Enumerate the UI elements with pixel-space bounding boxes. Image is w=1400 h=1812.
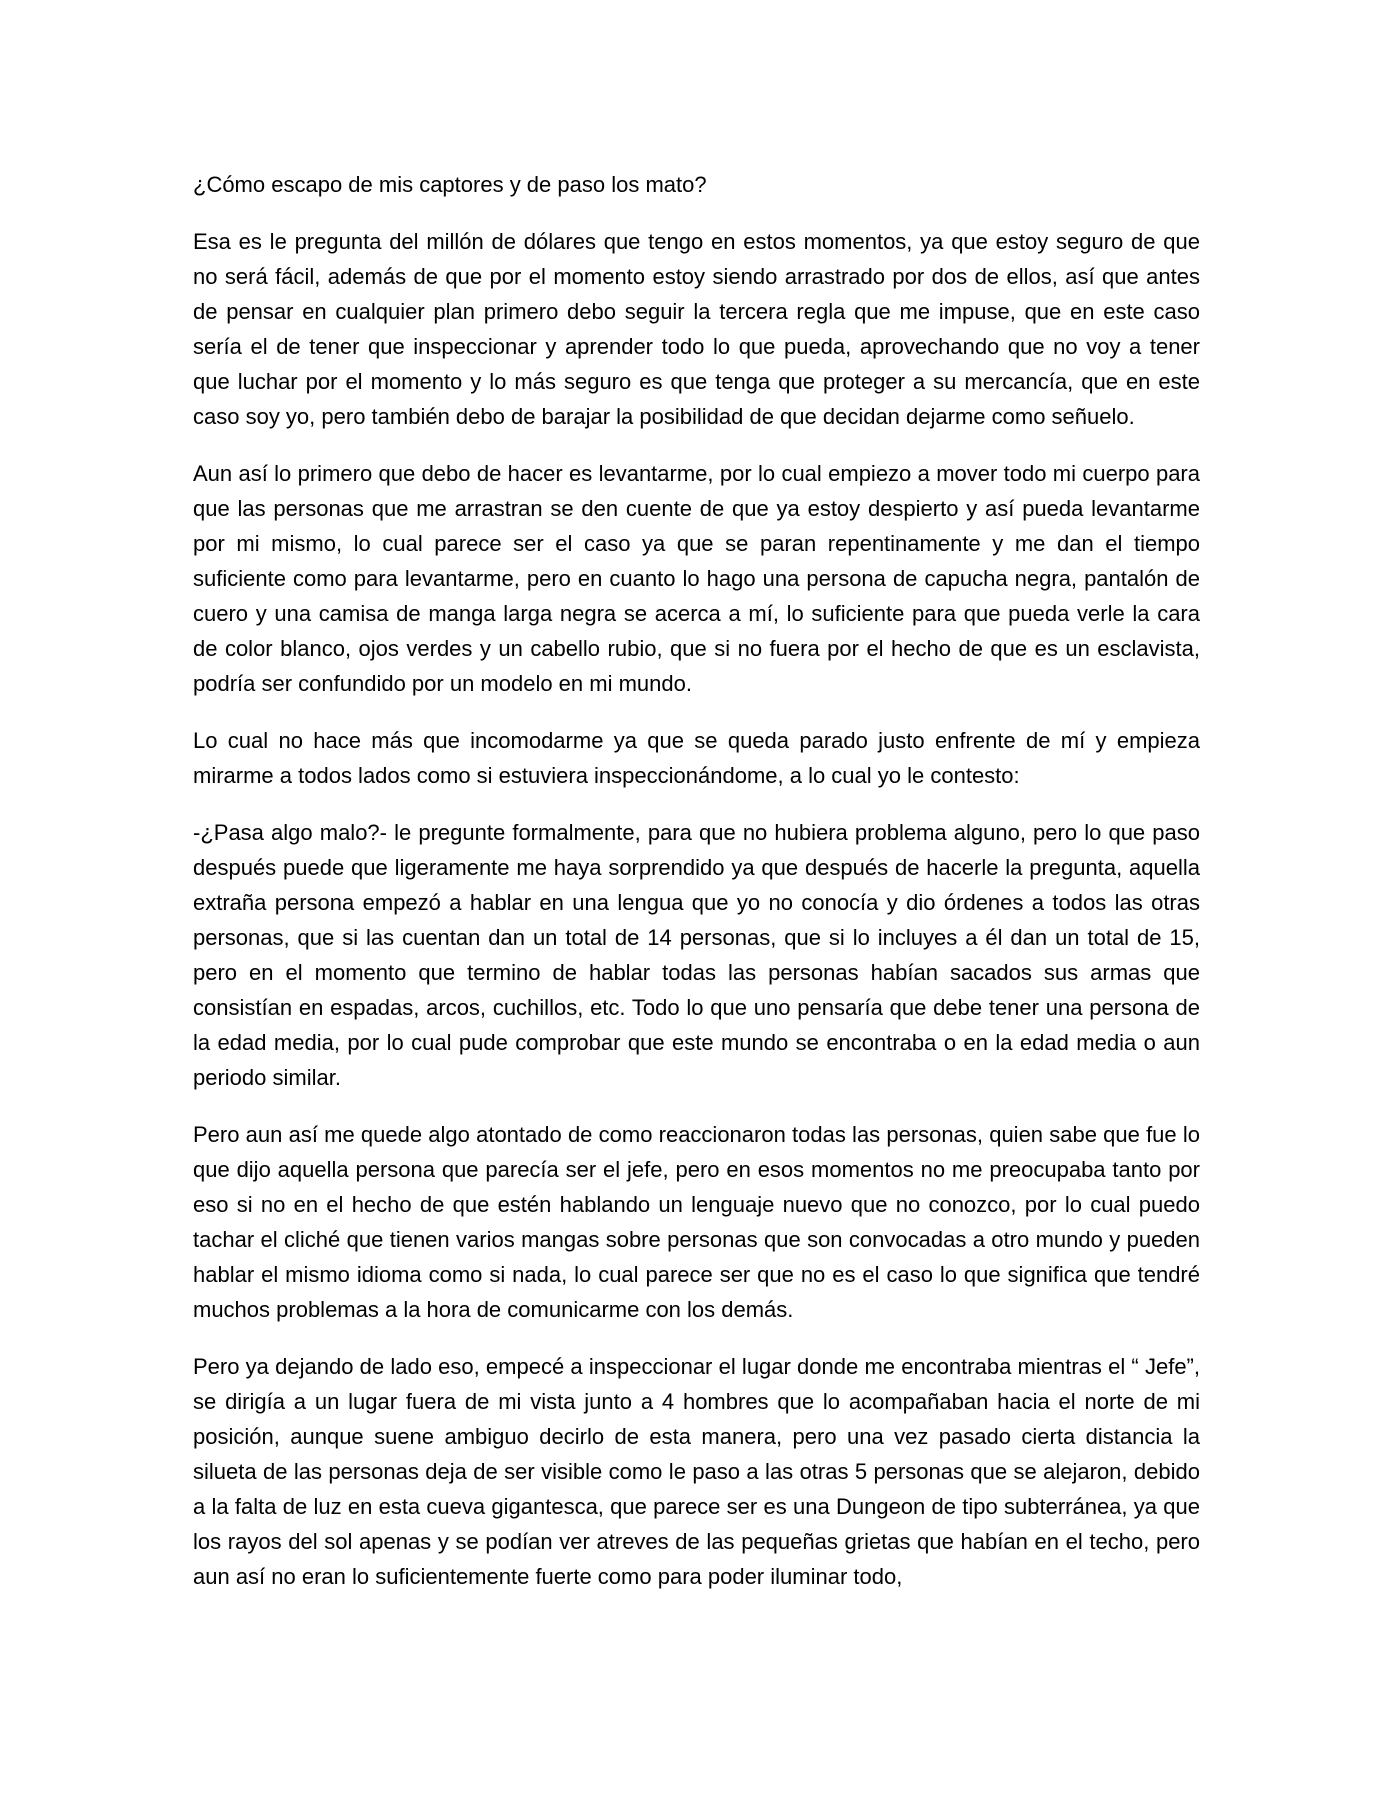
paragraph-6: Pero ya dejando de lado eso, empecé a inspeccionar el lugar donde me encontraba mientras el “ Jefe”, se dirigía a un lugar fuera de mi vista junto a 4 hombres que lo acompañaban hacia el norte de mi posición, aunque suene ambiguo decirlo de esta manera, pero una vez pasado cierta distancia la silueta de las personas deja de ser visible como le paso a las otras 5 personas que se alejaron, debido a la falta de luz en esta cueva gigantesca, que parece ser es una Dungeon de tipo subterránea, ya que los rayos del sol apenas y se podían ver atreves de las pequeñas grietas que habían en el techo, pero aun así no eran lo suficientemente fuerte como para poder iluminar todo, — [193, 1354, 1200, 1589]
paragraph-2: Aun así lo primero que debo de hacer es levantarme, por lo cual empiezo a mover todo mi cuerpo para que las personas que me arrastran se den cuente de que ya estoy despierto y así pueda levantarme por mi mismo, lo cual parece ser el caso ya que se paran repentinamente y me dan el tiempo suficiente como para levantarme, pero en cuanto lo hago una persona de capucha negra, pantalón de cuero y una camisa de manga larga negra se acerca a mí, lo suficiente para que pueda verle la cara de color blanco, ojos verdes y un cabello rubio, que si no fuera por el hecho de que es un esclavista, podría ser confundido por un modelo en mi mundo. — [193, 461, 1200, 696]
document-title: ¿Cómo escapo de mis captores y de paso los mato? — [193, 172, 707, 197]
paragraph-5: Pero aun así me quede algo atontado de como reaccionaron todas las personas, quien sabe que fue lo que dijo aquella persona que parecía ser el jefe, pero en esos momentos no me preocupaba tanto por eso si no en el hecho de que estén hablando un lenguaje nuevo que no conozco, por lo cual puedo tachar el cliché que tienen varios mangas sobre personas que son convocadas a otro mundo y pueden hablar el mismo idioma como si nada, lo cual parece ser que no es el caso lo que significa que tendré muchos problemas a la hora de comunicarme con los demás. — [193, 1122, 1200, 1322]
paragraph-3: Lo cual no hace más que incomodarme ya que se queda parado justo enfrente de mí y empieza mirarme a todos lados como si estuviera inspeccionándome, a lo cual yo le contesto: — [193, 728, 1200, 788]
paragraph-1: Esa es le pregunta del millón de dólares que tengo en estos momentos, ya que estoy seguro de que no será fácil, además de que por el momento estoy siendo arrastrado por dos de ellos, así que antes de pensar en cualquier plan primero debo seguir la tercera regla que me impuse, que en este caso sería el de tener que inspeccionar y aprender todo lo que pueda, aprovechando que no voy a tener que luchar por el momento y lo más seguro es que tenga que proteger a su mercancía, que en este caso soy yo, pero también debo de barajar la posibilidad de que decidan dejarme como señuelo. — [193, 229, 1200, 429]
paragraph-4: -¿Pasa algo malo?- le pregunte formalmente, para que no hubiera problema alguno, pero lo que paso después puede que ligeramente me haya sorprendido ya que después de hacerle la pregunta, aquella extraña persona empezó a hablar en una lengua que yo no conocía y dio órdenes a todos las otras personas, que si las cuentan dan un total de 14 personas, que si lo incluyes a él dan un total de 15, pero en el momento que termino de hablar todas las personas habían sacados sus armas que consistían en espadas, arcos, cuchillos, etc. Todo lo que uno pensaría que debe tener una persona de la edad media, por lo cual pude comprobar que este mundo se encontraba o en la edad media o aun periodo similar. — [193, 820, 1200, 1090]
